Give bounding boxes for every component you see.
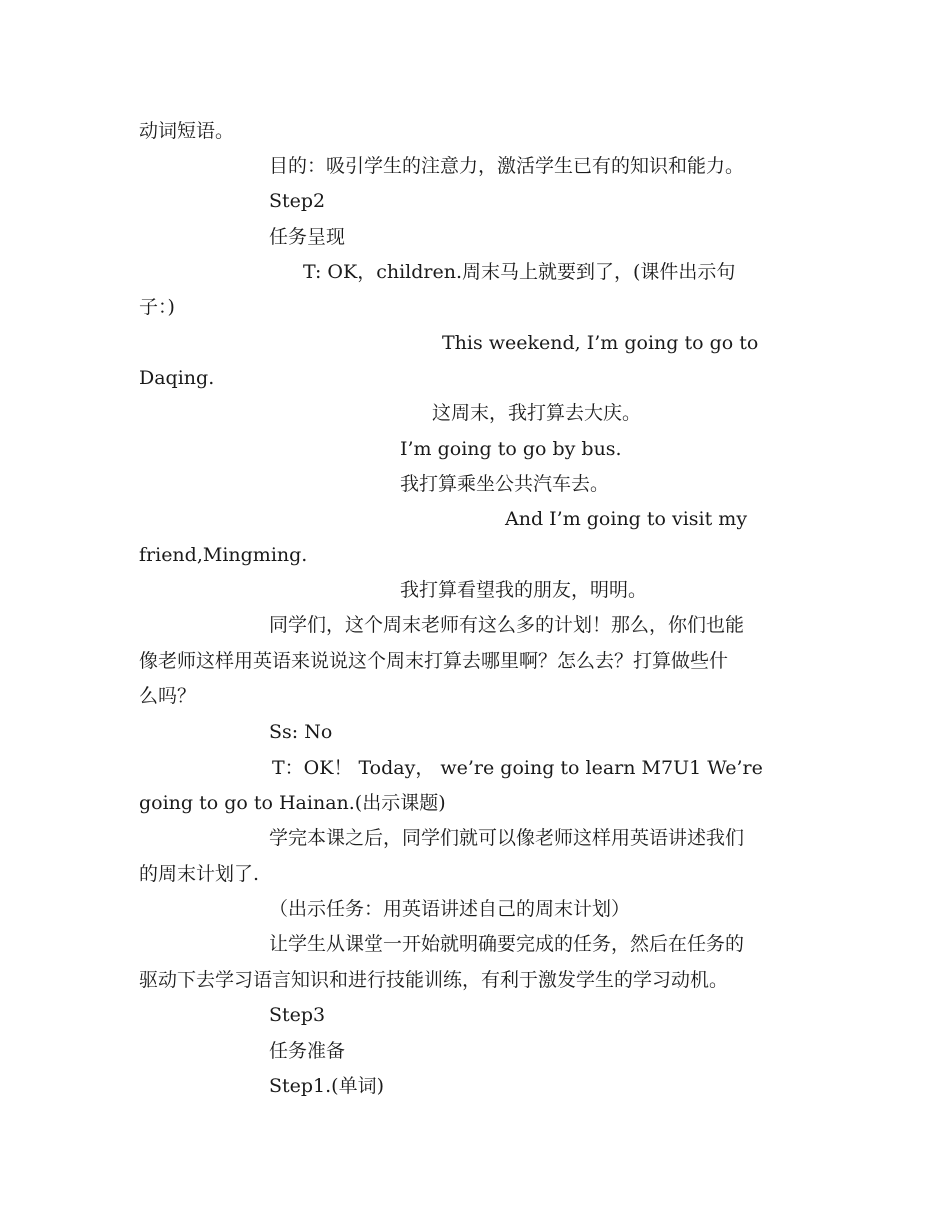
text-line: 子：) xyxy=(139,296,175,318)
text-line: 任务准备 xyxy=(269,1040,346,1062)
text-line: 目的：吸引学生的注意力，激活学生已有的知识和能力。 xyxy=(269,155,745,177)
text-line: Daqing. xyxy=(139,367,215,389)
text-line: 学完本课之后，同学们就可以像老师这样用英语讲述我们 xyxy=(269,827,745,849)
text-line: Ss: No xyxy=(269,721,333,743)
text-line: 的周末计划了. xyxy=(139,863,260,885)
text-line: 么吗？ xyxy=(139,685,197,707)
text-line: 这周末，我打算去大庆。 xyxy=(432,402,642,424)
text-line: 动词短语。 xyxy=(139,120,235,142)
text-line: 我打算看望我的朋友，明明。 xyxy=(400,579,648,601)
text-line: friend,Mingming. xyxy=(139,544,308,566)
text-line: Step2 xyxy=(269,190,326,212)
text-line: （出示任务：用英语讲述自己的周末计划） xyxy=(269,898,631,920)
text-line: Step3 xyxy=(269,1004,326,1026)
text-line: 我打算乘坐公共汽车去。 xyxy=(400,473,610,495)
text-line: I’m going to go by bus. xyxy=(400,438,622,460)
text-line: 驱动下去学习语言知识和进行技能训练，有利于激发学生的学习动机。 xyxy=(139,969,729,991)
text-line: T: OK，children.周末马上就要到了，(课件出示句 xyxy=(303,261,736,283)
text-line: 让学生从课堂一开始就明确要完成的任务，然后在任务的 xyxy=(269,933,745,955)
text-line: 像老师这样用英语来说说这个周末打算去哪里啊？怎么去？打算做些什 xyxy=(139,650,729,672)
text-line: going to go to Hainan.(出示课题) xyxy=(139,792,446,814)
text-line: 同学们，这个周末老师有这么多的计划！那么，你们也能 xyxy=(269,614,745,636)
text-line: This weekend, I’m going to go to xyxy=(442,332,759,354)
text-line: 任务呈现 xyxy=(269,226,346,248)
text-line: Step1.(单词) xyxy=(269,1075,385,1097)
text-line: T：OK！ Today， we’re going to learn M7U1 We’re xyxy=(272,757,763,779)
text-line: And I’m going to visit my xyxy=(505,508,748,530)
